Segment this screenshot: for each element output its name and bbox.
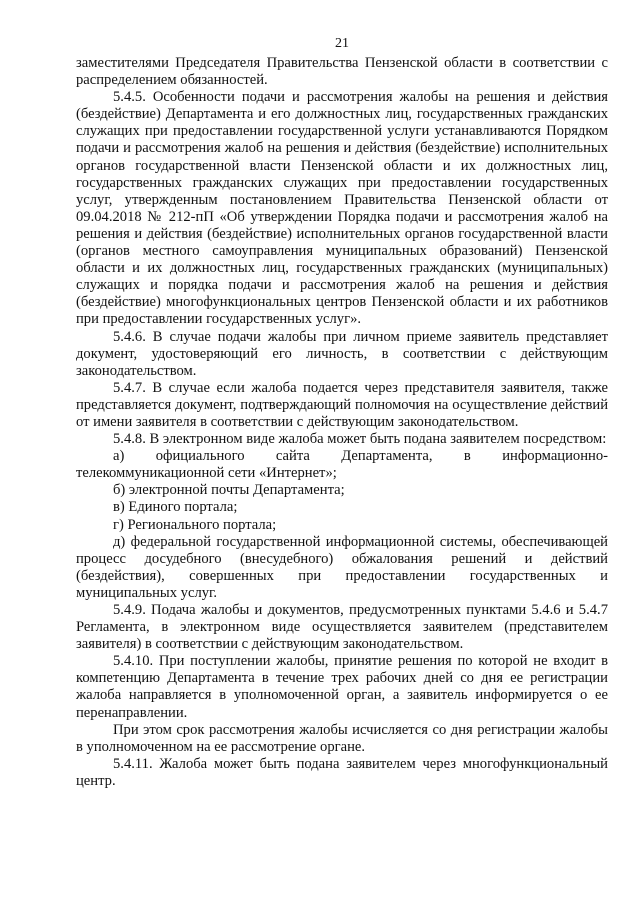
paragraph-5-4-6: 5.4.6. В случае подачи жалобы при личном приеме заявитель представляет документ, удостоверяющий его личность, в соответствии с действующим законодательством. <box>76 328 608 379</box>
list-item-a: а) официального сайта Департамента, в информационно-телекоммуникационной сети «Интернет»; <box>76 448 608 482</box>
paragraph-continuation: заместителями Председателя Правительства Пензенской области в соответствии с распределением обязанностей. <box>76 55 608 89</box>
list-item-v: в) Единого портала; <box>113 499 238 516</box>
paragraph-5-4-9: 5.4.9. Подача жалобы и документов, предусмотренных пунктами 5.4.6 и 5.4.7 Регламента, в электронном виде осуществляется заявителем (представителем заявителя) в соответствии с действующим законодательством. <box>76 602 608 653</box>
body-text <box>76 55 608 790</box>
paragraph-5-4-5: 5.4.5. Особенности подачи и рассмотрения жалобы на решения и действия (бездействие) Департамента и его должностных лиц, государственных гражданских служащих при предоставлении государственной услуги устанавливаются Порядком подачи и рассмотрения жалоб на решения и действия (бездействие) исполнительных органов государственной власти Пензенской области и их должностных лиц, государственных гражданских служащих при предоставлении государственных услуг, утвержденным постановлением Правительства Пензенской области от 09.04.2018 № 212-пП «Об утверждении Порядка подачи и рассмотрения жалоб на решения и действия (бездействие) исполнительных органов государственной власти (органов местного самоуправления муниципальных образований) Пензенской области и их должностных лиц, государственных гражданских (муниципальных) служащих и порядка подачи и рассмотрения жалоб на решения и действия (бездействие) многофункциональных центров Пензенской области и их работников при предоставлении государственных услуг». <box>76 89 608 328</box>
paragraph-5-4-10: 5.4.10. При поступлении жалобы, принятие решения по которой не входит в компетенцию Департамента в течение трех рабочих дней со дня ее регистрации жалоба направляется в уполномоченной орган, а заявитель информируется о ее перенаправлении. <box>76 653 608 721</box>
page-number: 21 <box>335 36 349 51</box>
list-item-d: д) федеральной государственной информационной системы, обеспечивающей процесс досудебного (внесудебного) обжалования решений и действий (бездействия), совершенных при предоставлении государственных и муниципальных услуг. <box>76 533 608 601</box>
paragraph-5-4-11: 5.4.11. Жалоба может быть подана заявителем через многофункциональный центр. <box>76 755 608 789</box>
list-item-b: б) электронной почты Департамента; <box>113 482 345 499</box>
paragraph-5-4-8: 5.4.8. В электронном виде жалоба может быть подана заявителем посредством: <box>113 431 607 448</box>
paragraph-5-4-7: 5.4.7. В случае если жалоба подается через представителя заявителя, также представляется документ, подтверждающий полномочия на осуществление действий от имени заявителя в соответствии с действующим законодательством. <box>76 379 608 430</box>
list-item-g: г) Регионального портала; <box>113 516 277 533</box>
paragraph-review-term: При этом срок рассмотрения жалобы исчисляется со дня регистрации жалобы в уполномоченном на ее рассмотрение органе. <box>76 721 608 755</box>
